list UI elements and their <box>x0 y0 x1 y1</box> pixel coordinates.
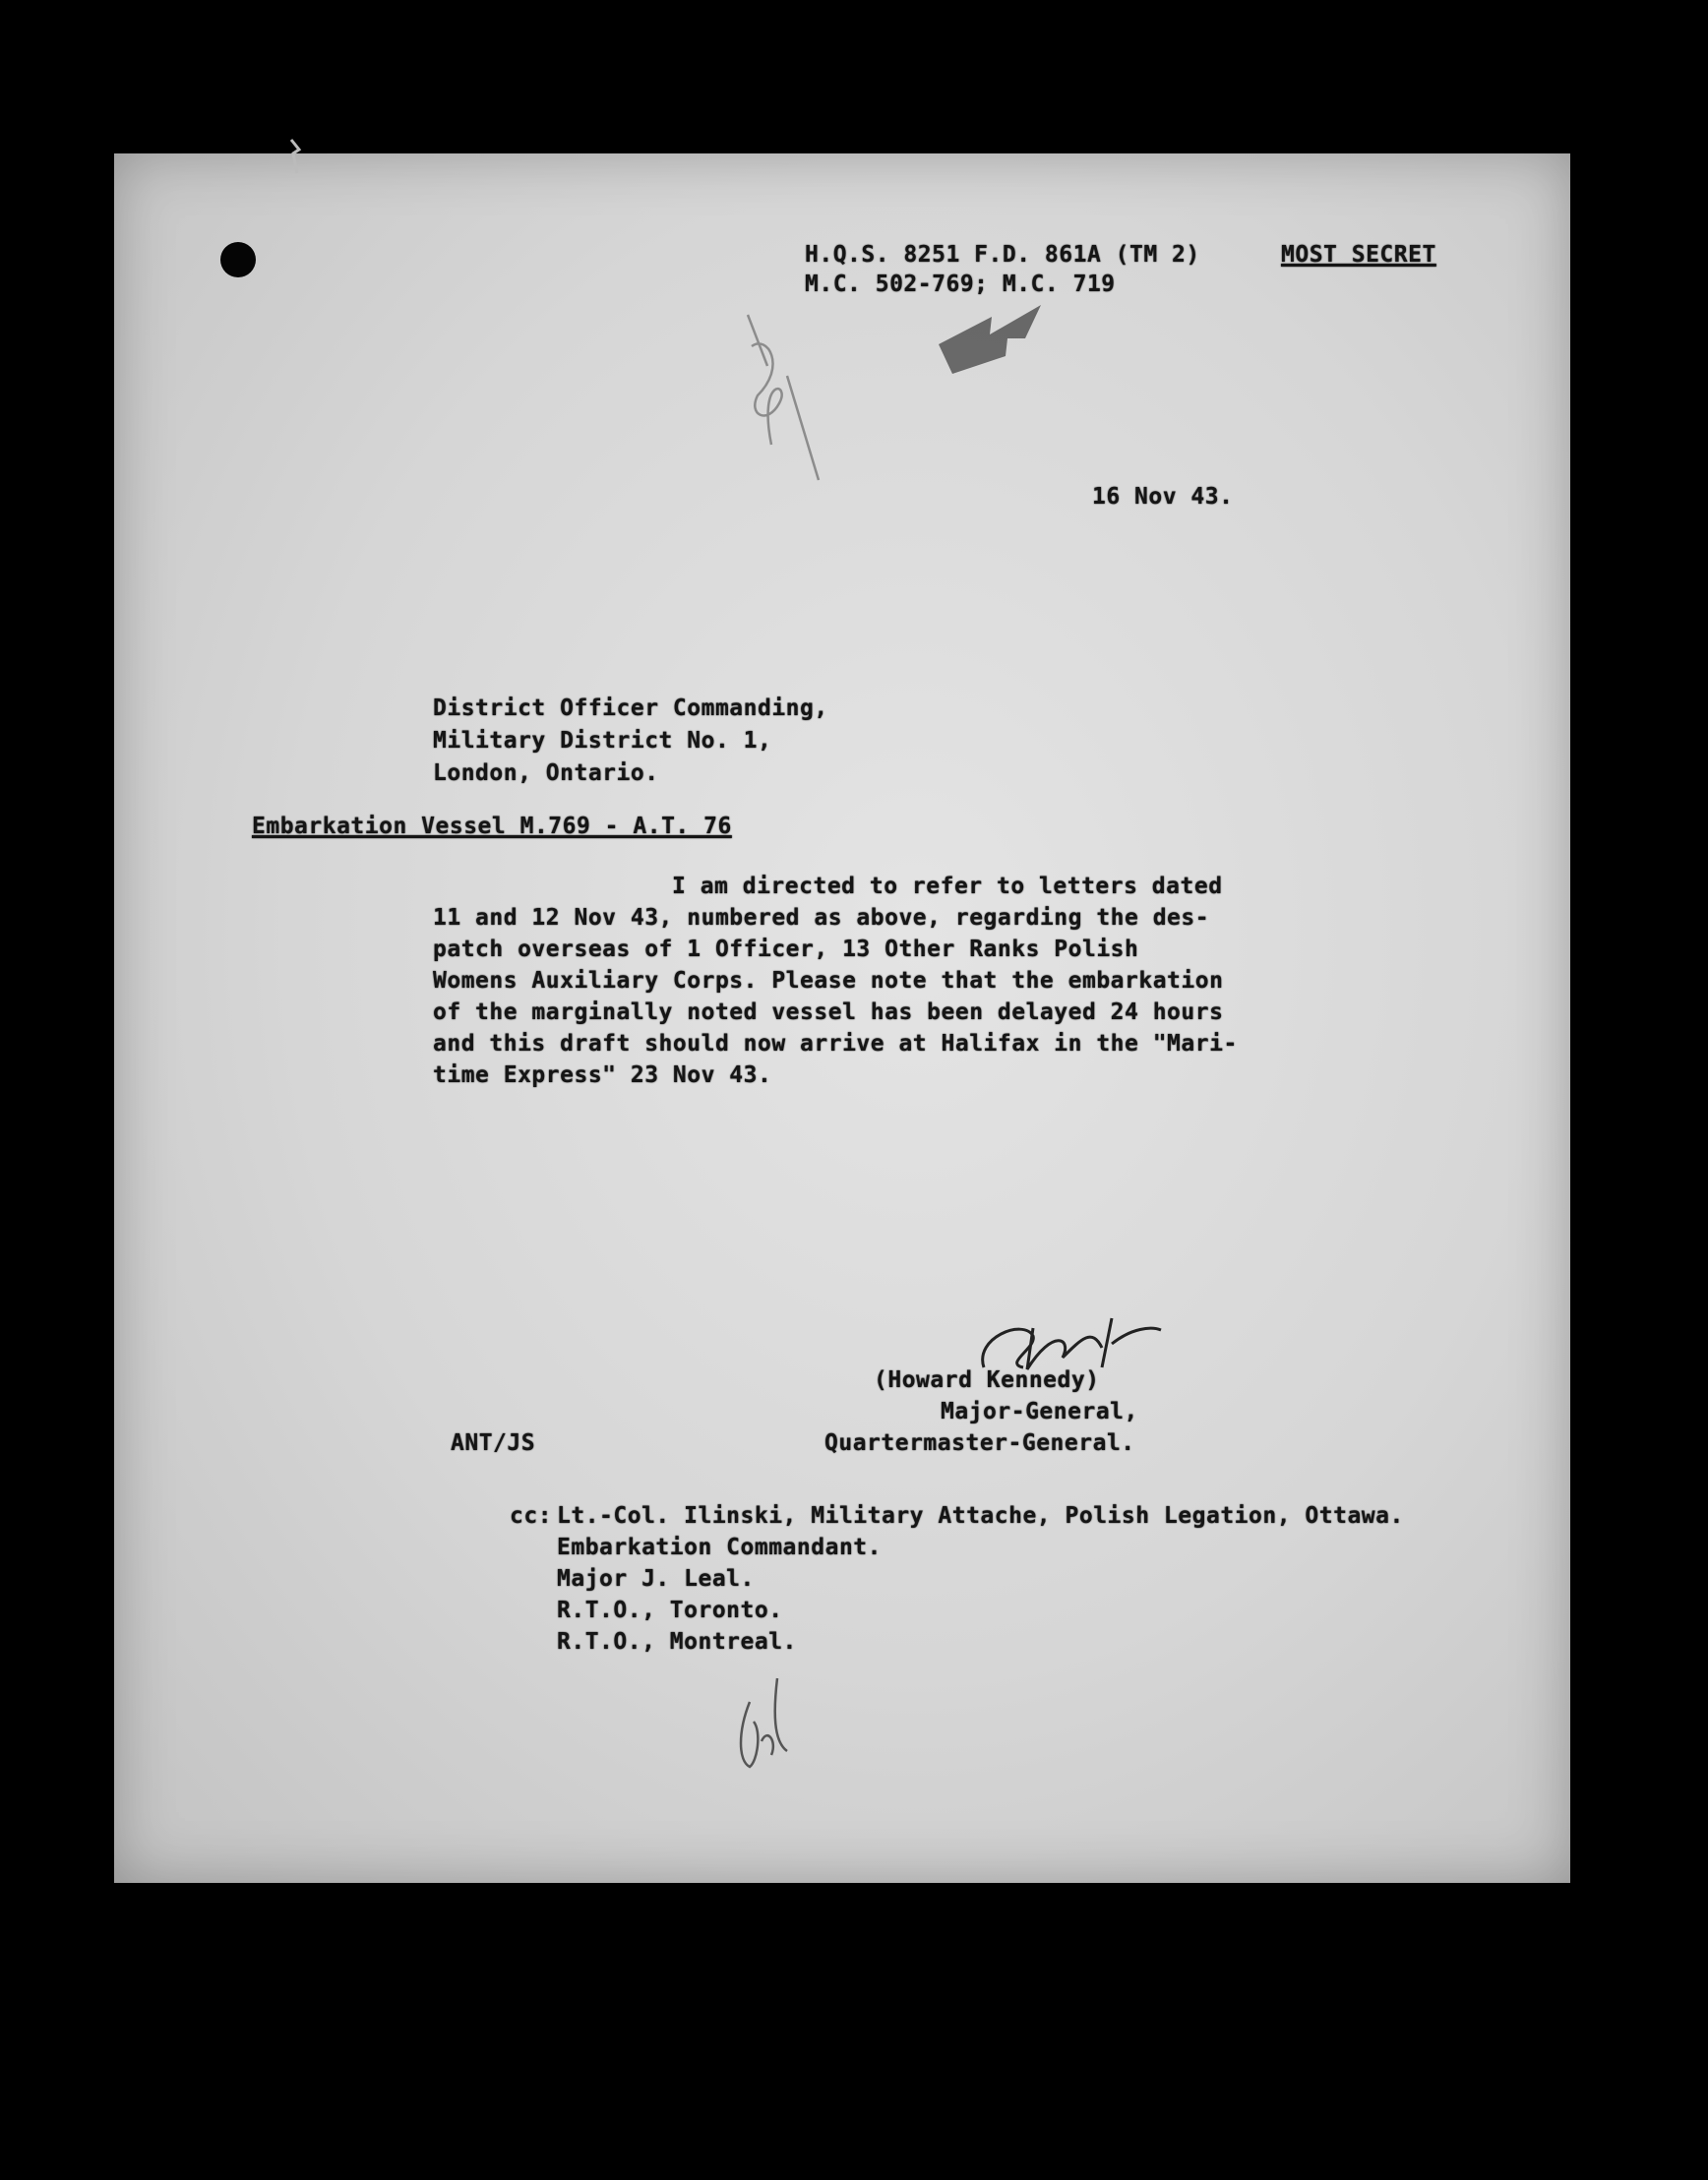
cc-recipient: R.T.O., Toronto. <box>557 1598 783 1623</box>
cc-recipient: Lt.-Col. Ilinski, Military Attache, Polish Legation, Ottawa. <box>557 1503 1404 1529</box>
body-line-1: I am directed to refer to letters dated <box>672 874 1223 899</box>
addressee-line-2: Military District No. 1, <box>433 728 772 754</box>
subject-line: Embarkation Vessel M.769 - A.T. 76 <box>252 814 732 839</box>
pencil-initials-mark <box>728 307 836 484</box>
body-line-4: Womens Auxiliary Corps. Please note that the embarkation <box>433 968 1224 994</box>
cc-recipient: Major J. Leal. <box>557 1566 755 1592</box>
addressee-line-1: District Officer Commanding, <box>433 696 828 721</box>
body-line-2: 11 and 12 Nov 43, numbered as above, regarding the des- <box>433 905 1210 931</box>
handwritten-initials-mark <box>728 1672 797 1781</box>
body-line-3: patch overseas of 1 Officer, 13 Other Ranks Polish <box>433 937 1139 962</box>
addressee-line-3: London, Ontario. <box>433 760 659 786</box>
body-line-6: and this draft should now arrive at Halifax in the "Mari- <box>433 1031 1238 1057</box>
file-reference-line-1: H.Q.S. 8251 F.D. 861A (TM 2) <box>805 242 1200 268</box>
classification-stamp: MOST SECRET <box>1281 242 1436 268</box>
letter-date: 16 Nov 43. <box>1092 484 1234 510</box>
body-line-5: of the marginally noted vessel has been delayed 24 hours <box>433 999 1224 1025</box>
cc-recipient: Embarkation Commandant. <box>557 1535 882 1560</box>
reference-initials: ANT/JS <box>451 1430 536 1456</box>
body-line-7: time Express" 23 Nov 43. <box>433 1062 772 1088</box>
cc-label: cc: <box>510 1503 553 1529</box>
punch-hole <box>220 242 256 277</box>
file-reference-line-2: M.C. 502-769; M.C. 719 <box>805 272 1116 297</box>
signatory-title: Quartermaster-General. <box>824 1430 1135 1456</box>
corner-tick-mark <box>285 138 305 177</box>
cc-recipient: R.T.O., Montreal. <box>557 1629 797 1655</box>
signatory-name: (Howard Kennedy) <box>874 1367 1100 1393</box>
signatory-rank: Major-General, <box>941 1399 1138 1424</box>
arrow-stamp-icon <box>933 295 1070 384</box>
